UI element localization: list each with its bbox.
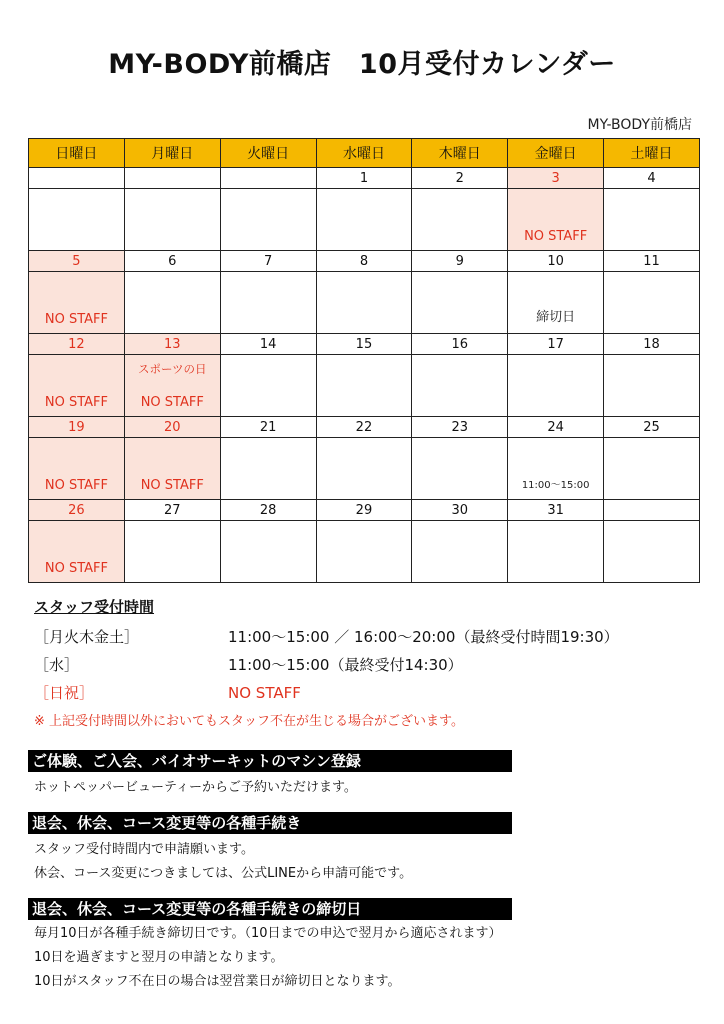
calendar-day-cell <box>316 189 412 251</box>
calendar-day-number: 18 <box>604 334 700 355</box>
calendar-day-number <box>604 500 700 521</box>
holiday-label: スポーツの日 <box>137 362 207 376</box>
calendar-note-row <box>29 521 700 583</box>
calendar-day-cell <box>124 521 220 583</box>
calendar-day-cell <box>29 272 125 334</box>
calendar-day-cell <box>124 189 220 251</box>
calendar-day-cell <box>604 521 700 583</box>
hours-label: ［水］ <box>34 656 80 674</box>
calendar-day-number: 25 <box>604 417 700 438</box>
calendar-day-cell <box>604 189 700 251</box>
calendar-day-number: 10 <box>508 251 604 272</box>
calendar-date-row <box>29 334 700 355</box>
calendar-day-number: 9 <box>412 251 508 272</box>
caution-note: ※ 上記受付時間以外においてもスタッフ不在が生じる場合がございます。 <box>34 714 464 729</box>
calendar-day-number: 16 <box>412 334 508 355</box>
day-status-note: NO STAFF <box>140 395 204 410</box>
calendar-day-cell <box>412 272 508 334</box>
calendar-day-number: 19 <box>29 417 125 438</box>
hours-row <box>34 682 301 703</box>
calendar-day-cell <box>508 521 604 583</box>
calendar-day-cell <box>220 521 316 583</box>
calendar-note-row <box>29 438 700 500</box>
weekday-header: 火曜日 <box>220 139 316 168</box>
calendar-table <box>28 138 700 583</box>
calendar-day-number: 31 <box>508 500 604 521</box>
calendar-note-row <box>29 189 700 251</box>
weekday-header-row <box>29 139 700 168</box>
calendar-day-number: 28 <box>220 500 316 521</box>
calendar-day-cell <box>316 438 412 500</box>
calendar-date-row <box>29 417 700 438</box>
calendar-day-cell <box>412 438 508 500</box>
section-text: 10日がスタッフ不在日の場合は翌営業日が締切日となります。 <box>34 974 401 989</box>
calendar-day-number: 26 <box>29 500 125 521</box>
page-title: MY-BODY前橋店 10月受付カレンダー <box>108 49 616 80</box>
calendar-day-cell <box>220 189 316 251</box>
staff-hours-title: スタッフ受付時間 <box>34 598 155 616</box>
calendar-day-cell <box>124 272 220 334</box>
section-text: スタッフ受付時間内で申請願います。 <box>34 842 254 857</box>
calendar-day-cell <box>124 355 220 417</box>
calendar-day-number: 7 <box>220 251 316 272</box>
calendar-date-row <box>29 168 700 189</box>
calendar-day-number: 20 <box>124 417 220 438</box>
calendar-day-cell <box>412 189 508 251</box>
calendar-day-cell <box>29 438 125 500</box>
calendar-day-cell <box>29 521 125 583</box>
day-status-note: NO STAFF <box>140 478 204 493</box>
calendar-day-number: 11 <box>604 251 700 272</box>
calendar-day-cell <box>29 355 125 417</box>
store-label: MY-BODY前橋店 <box>587 117 692 133</box>
calendar-day-number: 24 <box>508 417 604 438</box>
calendar-day-number: 15 <box>316 334 412 355</box>
calendar-day-cell <box>604 355 700 417</box>
calendar-day-number: 29 <box>316 500 412 521</box>
calendar-day-cell <box>316 355 412 417</box>
calendar-day-cell <box>220 272 316 334</box>
calendar-date-row <box>29 251 700 272</box>
hours-value: NO STAFF <box>228 684 301 702</box>
calendar-day-cell <box>604 272 700 334</box>
calendar-day-cell <box>124 438 220 500</box>
calendar-day-number: 3 <box>508 168 604 189</box>
weekday-header: 日曜日 <box>29 139 125 168</box>
calendar-day-cell <box>316 272 412 334</box>
section-text: 休会、コース変更につきましては、公式LINEから申請可能です。 <box>34 866 413 881</box>
calendar-day-number: 17 <box>508 334 604 355</box>
day-status-note: NO STAFF <box>44 478 108 493</box>
hours-value: 11:00～15:00（最終受付14:30） <box>228 656 463 674</box>
calendar-day-number <box>220 168 316 189</box>
weekday-header: 木曜日 <box>412 139 508 168</box>
calendar-day-cell <box>316 521 412 583</box>
calendar-day-number: 22 <box>316 417 412 438</box>
section-heading: ご体験、ご入会、バイオサーキットのマシン登録 <box>28 750 512 772</box>
calendar-day-number: 13 <box>124 334 220 355</box>
hours-label: ［日祝］ <box>34 684 95 702</box>
calendar-day-cell <box>508 355 604 417</box>
weekday-header: 土曜日 <box>604 139 700 168</box>
calendar-day-number: 1 <box>316 168 412 189</box>
calendar-day-number <box>29 168 125 189</box>
calendar-note-row <box>29 355 700 417</box>
calendar-day-cell <box>220 438 316 500</box>
calendar-day-number: 30 <box>412 500 508 521</box>
day-status-note: 11:00～15:00 <box>521 480 590 491</box>
calendar-day-number: 2 <box>412 168 508 189</box>
calendar-note-row <box>29 272 700 334</box>
calendar-day-number: 5 <box>29 251 125 272</box>
calendar-day-cell <box>412 355 508 417</box>
calendar-day-cell <box>412 521 508 583</box>
day-status-note: NO STAFF <box>44 561 108 576</box>
day-status-note: NO STAFF <box>44 395 108 410</box>
day-status-note: NO STAFF <box>44 312 108 327</box>
day-status-note: 締切日 <box>536 310 576 325</box>
calendar-date-row <box>29 500 700 521</box>
calendar-day-number: 12 <box>29 334 125 355</box>
weekday-header: 月曜日 <box>124 139 220 168</box>
calendar-day-cell <box>508 272 604 334</box>
calendar-day-number: 4 <box>604 168 700 189</box>
hours-label: ［月火木金土］ <box>34 628 140 646</box>
calendar-day-number: 14 <box>220 334 316 355</box>
hours-row <box>34 626 619 647</box>
calendar-day-cell <box>220 355 316 417</box>
calendar-day-number: 27 <box>124 500 220 521</box>
section-text: 毎月10日が各種手続き締切日です。（10日までの申込で翌月から適応されます） <box>34 926 502 941</box>
calendar-day-number: 23 <box>412 417 508 438</box>
hours-row <box>34 654 463 675</box>
calendar-day-cell <box>29 189 125 251</box>
weekday-header: 水曜日 <box>316 139 412 168</box>
section-heading: 退会、休会、コース変更等の各種手続き <box>28 812 512 834</box>
calendar-day-number: 21 <box>220 417 316 438</box>
day-status-note: NO STAFF <box>524 229 588 244</box>
section-heading: 退会、休会、コース変更等の各種手続きの締切日 <box>28 898 512 920</box>
calendar-day-number: 8 <box>316 251 412 272</box>
calendar-day-number <box>124 168 220 189</box>
section-text: ホットペッパービューティーからご予約いただけます。 <box>34 780 357 795</box>
hours-value: 11:00～15:00 ／ 16:00～20:00（最終受付時間19:30） <box>228 628 619 646</box>
section-text: 10日を過ぎますと翌月の申請となります。 <box>34 950 284 965</box>
weekday-header: 金曜日 <box>508 139 604 168</box>
calendar-day-cell <box>508 189 604 251</box>
calendar-day-number: 6 <box>124 251 220 272</box>
calendar-day-cell <box>508 438 604 500</box>
calendar-day-cell <box>604 438 700 500</box>
